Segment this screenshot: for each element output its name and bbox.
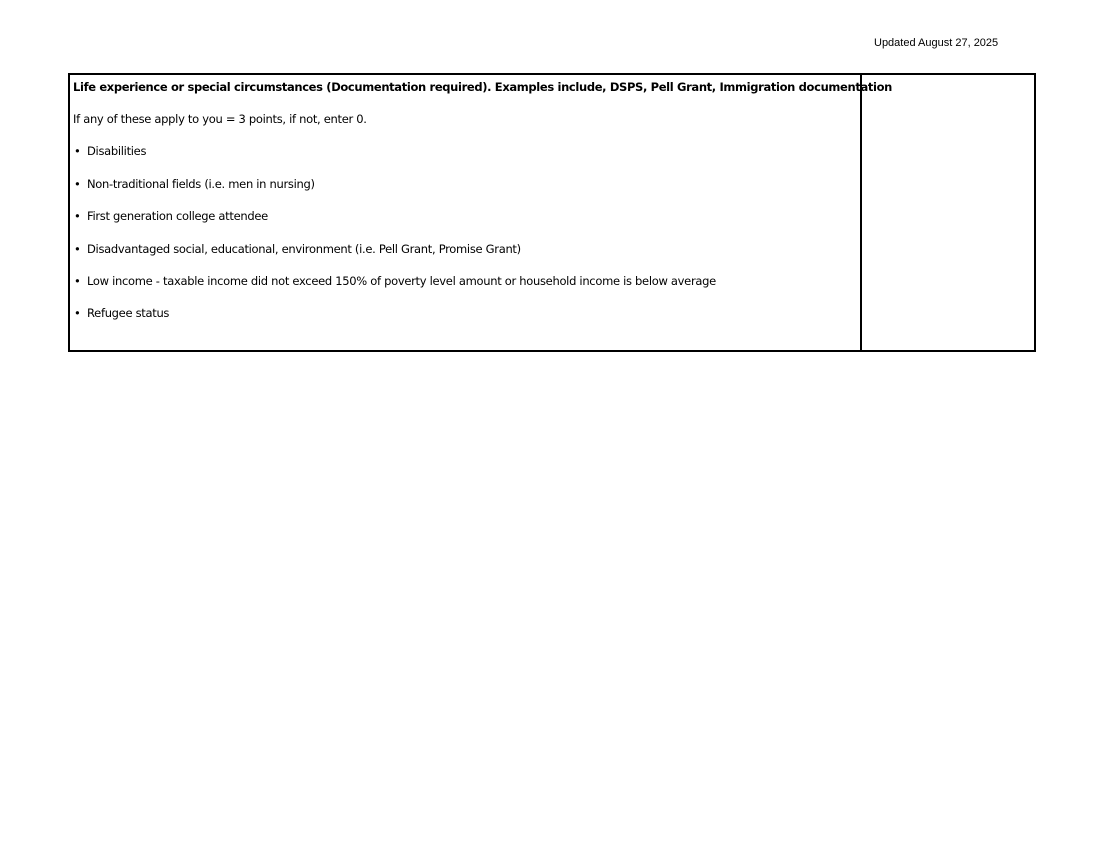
- points-entry-cell[interactable]: [861, 74, 1035, 351]
- bullet-icon: •: [74, 209, 81, 224]
- criteria-instruction: If any of these apply to you = 3 points, if not, enter 0.: [73, 112, 367, 126]
- bullet-icon: •: [74, 306, 81, 321]
- updated-date: Updated August 27, 2025: [874, 37, 999, 49]
- criteria-list: [73, 143, 860, 321]
- list-item: [73, 208, 860, 224]
- list-item: [73, 176, 860, 192]
- list-item: [73, 305, 860, 321]
- list-item-text: Low income - taxable income did not exceed 150% of poverty level amount or household income is below average: [87, 273, 716, 288]
- list-item-text: Non-traditional fields (i.e. men in nursing): [87, 176, 315, 191]
- bullet-icon: •: [74, 176, 81, 191]
- bullet-icon: •: [74, 241, 81, 256]
- bullet-icon: •: [74, 144, 81, 159]
- list-item: [73, 143, 860, 159]
- list-item-text: Refugee status: [87, 306, 170, 321]
- list-item: [73, 273, 860, 289]
- list-item-text: Disadvantaged social, educational, environment (i.e. Pell Grant, Promise Grant): [87, 241, 521, 256]
- criteria-description-cell: [69, 74, 893, 351]
- criteria-row: [69, 74, 1035, 351]
- bullet-icon: •: [74, 273, 81, 288]
- list-item-text: First generation college attendee: [87, 209, 268, 224]
- criteria-heading: Life experience or special circumstances (Documentation required). Examples include, DSPS, Pell Grant, Immigration documentation: [73, 80, 893, 94]
- criteria-table: [68, 73, 1036, 352]
- list-item: [73, 241, 860, 257]
- list-item-text: Disabilities: [87, 144, 147, 159]
